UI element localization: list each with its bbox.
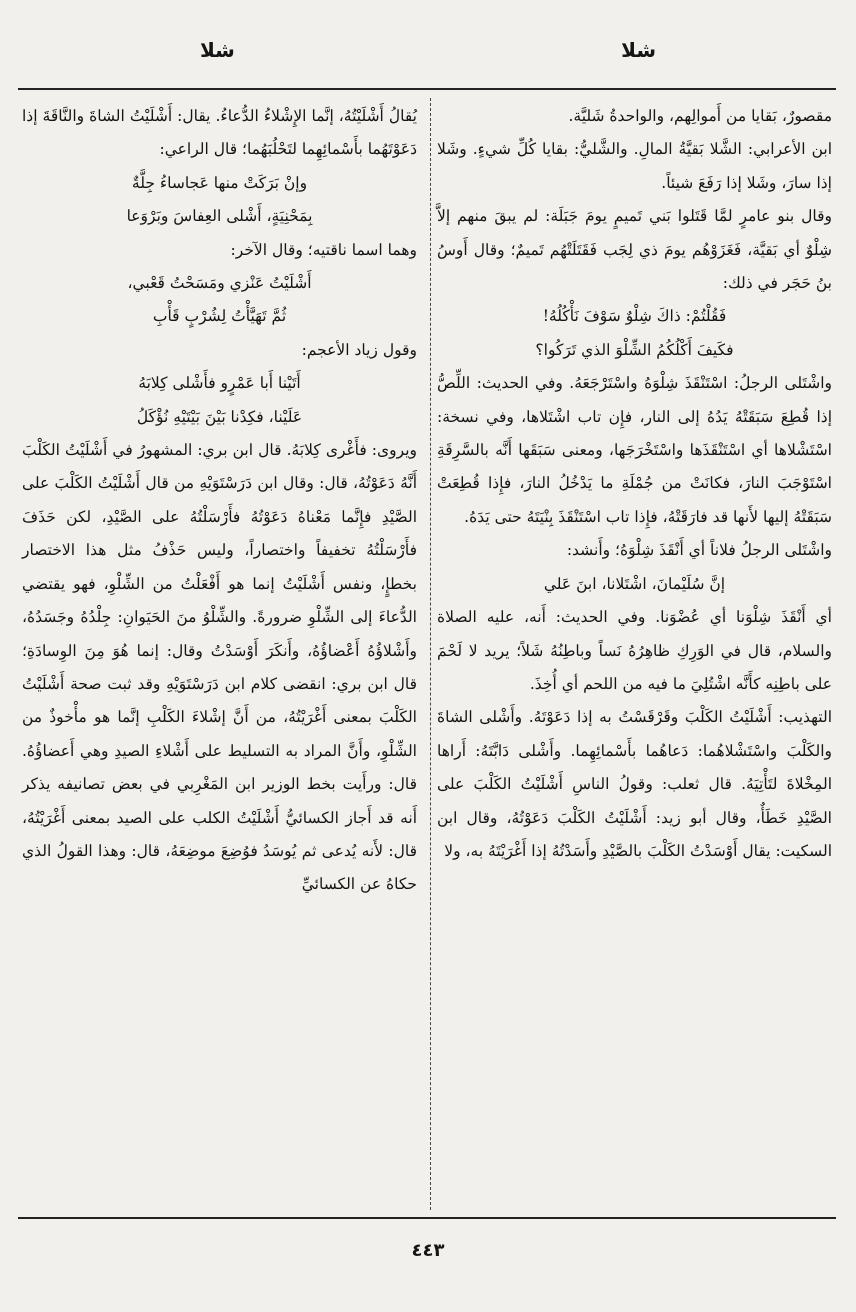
paragraph: ويروى: فأَغْرى كِلابَهُ. قال ابن بري: المشهورُ في أَشْلَيْتُ الكَلْبَ أَنَّهُ دَعَوْتُهُ، قال: وقال ابن دَرَسْتَوَيْهِ من قال أَشْلَيْتُ الكَلْبَ على الصَّيْدِ فإِنَّما مَعْناهُ دَعَوْتُهُ فأَرْسَلْتُهُ على الصَّيْدِ، لكن حَذَفَ فأَرْسَلْتُهُ تخفيفاً واختصاراً، وليس حَذْفُ مثل هذا الاختصار بخطإٍ، ونفس أَشْلَيْتُ إنما هو أَفْعَلْتُ من الشِّلْوِ، فهو يقتضي الدُّعاءَ إلى الشِّلْوِ ضرورةً. والشِّلْوُ منَ الحَيَوانِ: جِلْدُهُ وجَسَدُهُ، وأَشْلاؤُهُ أَعْضاؤُهُ، وأَنكَرَ أَوْسَدْتُ وقال: إنما هُوَ مِنَ الوِسادَةِ؛ قال ابن بري: انقضى كلام ابن دَرَسْتَوَيْهِ وقد ثبت صحة أَشْلَيْتُ الكَلْبَ بمعنى أَغْرَيْتُهُ، من أَنَّ إشْلاءَ الكَلْبِ إنَّما هو مأْخوذٌ من الشِّلْوِ، وأَنَّ المراد به التسليط على أَشْلاءِ الصيدِ وهي أَعضاؤُهُ. قال: ورأَيت بخط الوزير ابن المَغْرِبي في بعض تصانيفه يذكر أَنه قد أَجاز الكسائيُّ أَشْلَيْتُ الكلب على الصيد بمعنى أَغْرَيْتُهُ، قال: لأَنه يُدعى ثم يُوسَدُ فوُضِعَ موضِعَهُ، قال: وهذا القولُ الذي حكاهُ عن الكسائيِّ bbox=[22, 441, 417, 894]
paragraph: ابن الأعرابي: الشَّلا بَقيَّةُ المالِ. والشَّليُّ: بقايا كُلِّ شيءٍ. وشَلا إذا سارَ، وشَلا إذا رَفَعَ شيئاً. bbox=[437, 140, 832, 192]
paragraph: يُقالُ أَشْلَيْتُهُ، إنَّما الإِشْلاءُ الدُّعاءُ. يقال: أَشْلَيْتُ الشاةَ والنَّاقَةَ إذا دَعَوْتَهُما بأَسْمائِهِما لتَحْلُبَهُما؛ قال الراعي: bbox=[22, 107, 417, 159]
paragraph: وهما اسما ناقتيه؛ وقال الآخر: bbox=[230, 240, 417, 259]
bottom-rule bbox=[18, 1217, 836, 1219]
verse-line: ثُمَّ تَهَيَّأْتُ لِشُرْبٍ قَأْبِ bbox=[152, 307, 287, 326]
verse-line: فَقُلْتُمْ: ذاكَ شِلْوٌ سَوْفَ نَأْكُلُهُ! bbox=[542, 307, 727, 326]
page-number: ٤٤٣ bbox=[411, 1240, 445, 1261]
running-head-left: شلا bbox=[200, 38, 235, 62]
verse-line: أَشْلَيْتُ عَنْزي ومَسَحْتُ قَعْبي، bbox=[127, 274, 312, 293]
column-divider bbox=[430, 98, 431, 1210]
top-rule bbox=[18, 88, 836, 90]
verse-line: أَتَيْنا أَبا عَمْرٍو فأَشْلى كِلابَهُ bbox=[138, 374, 301, 393]
verse-line: فكَيفَ أَكْلُكُمُ الشِّلْوَ الذي تَرَكُوا؟ bbox=[535, 340, 734, 359]
paragraph: أي أَنْقَذَ شِلْوَنا أي عُضْوَنا. وفي الحديث: أَنه، عليه الصلاة والسلام، قال في الوَرِكِ ظاهِرُهُ نَساً وباطِنُهُ شَلاً؛ يريد لا لَحْمَ على باطِنِه كأَنَّه اشْتُلِيَ ما فيه من اللحم أي أُخِذَ. bbox=[437, 608, 832, 693]
paragraph: واشْتَلى الرجلُ: اسْتَنْقَذَ شِلْوَهُ واسْتَرْجَعَهُ. وفي الحديث: اللِّصُّ إذا قُطِعَ سَبَقَتْهُ يَدُهُ إلى النار، فإِن تاب اشْتَلاها، وفي نسخة: اسْتَشْلاها أي اسْتَنْقَذَها واسْتَخْرَجَها، ومعنى سَبَقَها أَنَّه بالسَّرِقَةِ اسْتَوْجَبَ النارَ، فكانَتْ من جُمْلَةِ ما يَدْخُلُ النارَ، فإِذا قُطِعَتْ سَبَقَتْهُ إليها لأَنها قد فارَقَتْهُ، فإِذا تاب اسْتَنْقَذَ بِنْيَتَهُ حتى يَدَهُ. bbox=[437, 374, 832, 526]
paragraph: التهذيب: أَشْلَيْتُ الكَلْبَ وقَرْقَسْتُ به إذا دَعَوْتَهُ. وأَشْلى الشاةَ والكَلْبَ واسْتَشْلاهُما: دَعاهُما بأَسْمائِهِما. وأَشْلى دَابَّتَهُ: أَراها المِخْلاةَ لتَأْتِيَهُ. قال ثعلب: وقولُ الناسِ أَشْلَيْتُ الكَلْبَ على الصَّيْدِ خَطَأٌ، وقال أبو زيد: أَشْلَيْتُ الكَلْبَ دَعَوْتُهُ، وقال ابن السكيت: يقال أَوْسَدْتُ الكَلْبَ بالصَّيْدِ وأَسَدْتُهُ إذا أَغْرَيْتَهُ به، ولا bbox=[437, 708, 832, 860]
paragraph: وقول زياد الأعجم: bbox=[301, 340, 417, 359]
verse-line: إنَّ سُلَيْمانَ، اشْتَلانا، ابنَ عَلي bbox=[543, 574, 726, 593]
verse-line: بِمَحْنِيَةٍ، أَشْلى العِفاسَ وبَرْوَعا bbox=[126, 207, 313, 226]
paragraph: واشْتَلى الرجلُ فلاناً أي أَنْقَذَ شِلْوَهُ؛ وأَنشد: bbox=[566, 541, 832, 560]
paragraph: مقصورٌ، بَقايا من أَموالِهم، والواحدةُ شَليَّة. bbox=[568, 107, 832, 125]
running-head-right: شلا bbox=[621, 38, 656, 62]
verse-line: وإنْ بَرَكَتْ منها عَجاساءُ جِلَّةٌ bbox=[131, 173, 308, 192]
right-column bbox=[437, 100, 832, 868]
left-column bbox=[22, 100, 417, 902]
paragraph: وقال بنو عامرٍ لمَّا قَتَلوا بَني تَميمٍ يومَ جَبَلَة: لم يبقَ منهم إلاَّ شِلْوٌ أي بَقيَّة، فَغَزَوْهُم يومَ ذي لِجَب فَقَتَلَتْهُم تَميمٌ؛ وقال أَوسُ بنُ حَجَر في ذلك: bbox=[437, 207, 832, 293]
verse-line: عَلَيْنا، فكِدْنا بَيْنَ بَيْتَيْهِ نُؤْكَلُ bbox=[136, 407, 303, 426]
